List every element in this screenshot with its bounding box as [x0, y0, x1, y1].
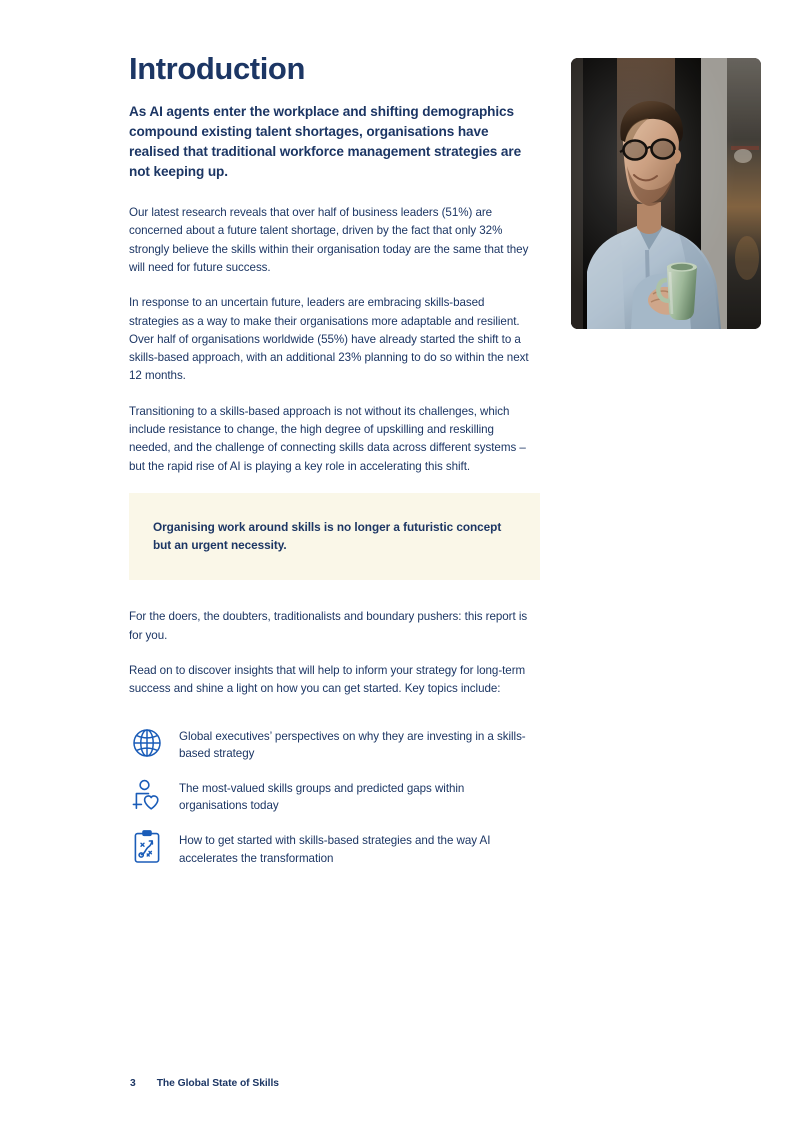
closing-paragraph-2: Read on to discover insights that will help to inform your strategy for long-term success and shine a light on how you can get started. Key topics include:: [129, 664, 526, 696]
callout-box: [129, 493, 540, 580]
list-item-label: The most-valued skills groups and predicted gaps within organisations today: [179, 781, 465, 813]
key-topics-list: [129, 723, 541, 868]
footer-document-title: The Global State of Skills: [156, 1078, 279, 1089]
main-content-column: [129, 52, 541, 879]
list-item: [129, 827, 541, 867]
page-title: Introduction: [129, 51, 305, 86]
closing-paragraph-1: For the doers, the doubters, traditionalists and boundary pushers: this report is for you.: [129, 610, 528, 642]
globe-icon: [129, 723, 165, 761]
list-item-label: Global executives’ perspectives on why they are investing in a skills-based strategy: [179, 729, 526, 761]
footer-page-number: 3: [130, 1078, 136, 1089]
list-item-label: How to get started with skills-based strategies and the way AI accelerates the transformation: [179, 834, 491, 865]
person-heart-icon: [129, 775, 165, 813]
hero-photo: [571, 58, 761, 329]
body-paragraph-3: Transitioning to a skills-based approach is not without its challenges, which include resistance to change, the high degree of upskilling and reskilling needed, and the challenge of connecting skills data across different systems – but the rapid rise of AI is playing a key role in accelerating this shift.: [129, 404, 526, 473]
clipboard-strategy-icon: [129, 827, 165, 865]
body-paragraph-1: Our latest research reveals that over half of business leaders (51%) are concerned about a future talent shortage, driven by the fact that only 32% strongly believe the skills within their organisation today are the same that they will need for future success.: [129, 205, 529, 274]
hero-photo-image: [571, 58, 761, 329]
list-item: [129, 775, 541, 815]
lead-paragraph: As AI agents enter the workplace and shifting demographics compound existing talent shortages, organisations have realised that traditional workforce management strategies are not keeping up.: [129, 104, 522, 179]
body-paragraph-2: In response to an uncertain future, leaders are embracing skills-based strategies as a way to make their organisations more adaptable and resilient. Over half of organisations worldwide (55%) have already started the shift to a skills-based approach, with an additional 23% planning to do so within the next 12 months.: [129, 296, 529, 383]
callout-text: Organising work around skills is no longer a futuristic concept but an urgent necessity.: [153, 520, 502, 552]
list-item: [129, 723, 541, 763]
page-footer: [130, 1078, 279, 1089]
